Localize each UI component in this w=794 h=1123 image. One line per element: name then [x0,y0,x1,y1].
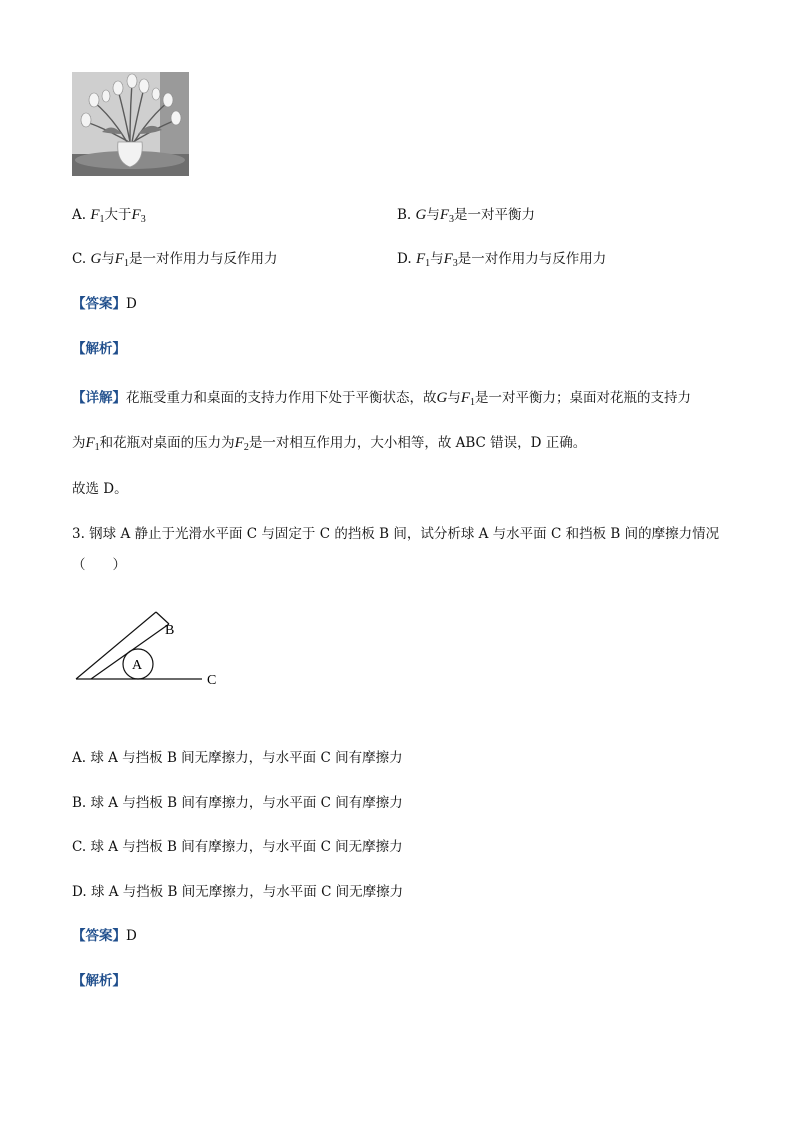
board-outer-line [76,612,156,679]
q2-option-a: A. $F_1$大于$F_3$ [72,207,146,225]
q2-analysis-heading: 【解析】 [72,341,126,357]
q2-answer: 【答案】D [72,296,137,312]
q3-answer: 【答案】D [72,928,137,944]
q3-option-c: C. 球 A 与挡板 B 间有摩擦力，与水平面 C 间无摩擦力 [72,839,403,855]
q3-option-d: D. 球 A 与挡板 B 间无摩擦力，与水平面 C 间无摩擦力 [72,884,404,900]
q3-figure [70,606,230,692]
q3-option-b: B. 球 A 与挡板 B 间有摩擦力，与水平面 C 间有摩擦力 [72,795,403,811]
q3-option-a: A. 球 A 与挡板 B 间无摩擦力，与水平面 C 间有摩擦力 [72,750,403,766]
q2-detail-line2: 为$F_1$和花瓶对桌面的压力为$F_2$是一对相互作用力，大小相等，故 ABC 错误，D 正确。 [72,435,587,453]
flower-vase-photo [72,72,189,176]
q2-option-b: B. G与$F_3$是一对平衡力 [397,207,536,225]
q2-conclusion: 故选 D。 [72,481,128,497]
q3-paren: （ ） [72,557,126,573]
label-a: A [132,658,143,673]
q2-option-c: C. G与$F_1$是一对作用力与反作用力 [72,251,278,269]
q2-detail-line1: 【详解】花瓶受重力和桌面的支持力作用下处于平衡状态，故G与$F_1$是一对平衡力；桌面对花瓶的支持力 [72,390,692,408]
q3-analysis-heading: 【解析】 [72,973,126,989]
q3-stem: 3. 钢球 A 静止于光滑水平面 C 与固定于 C 的挡板 B 间，试分析球 A 与水平面 C 和挡板 B 间的摩擦力情况 [72,526,720,542]
label-c: C [207,673,217,688]
label-b: B [165,623,175,638]
q2-option-d: D. $F_1$与$F_3$是一对作用力与反作用力 [397,251,607,269]
